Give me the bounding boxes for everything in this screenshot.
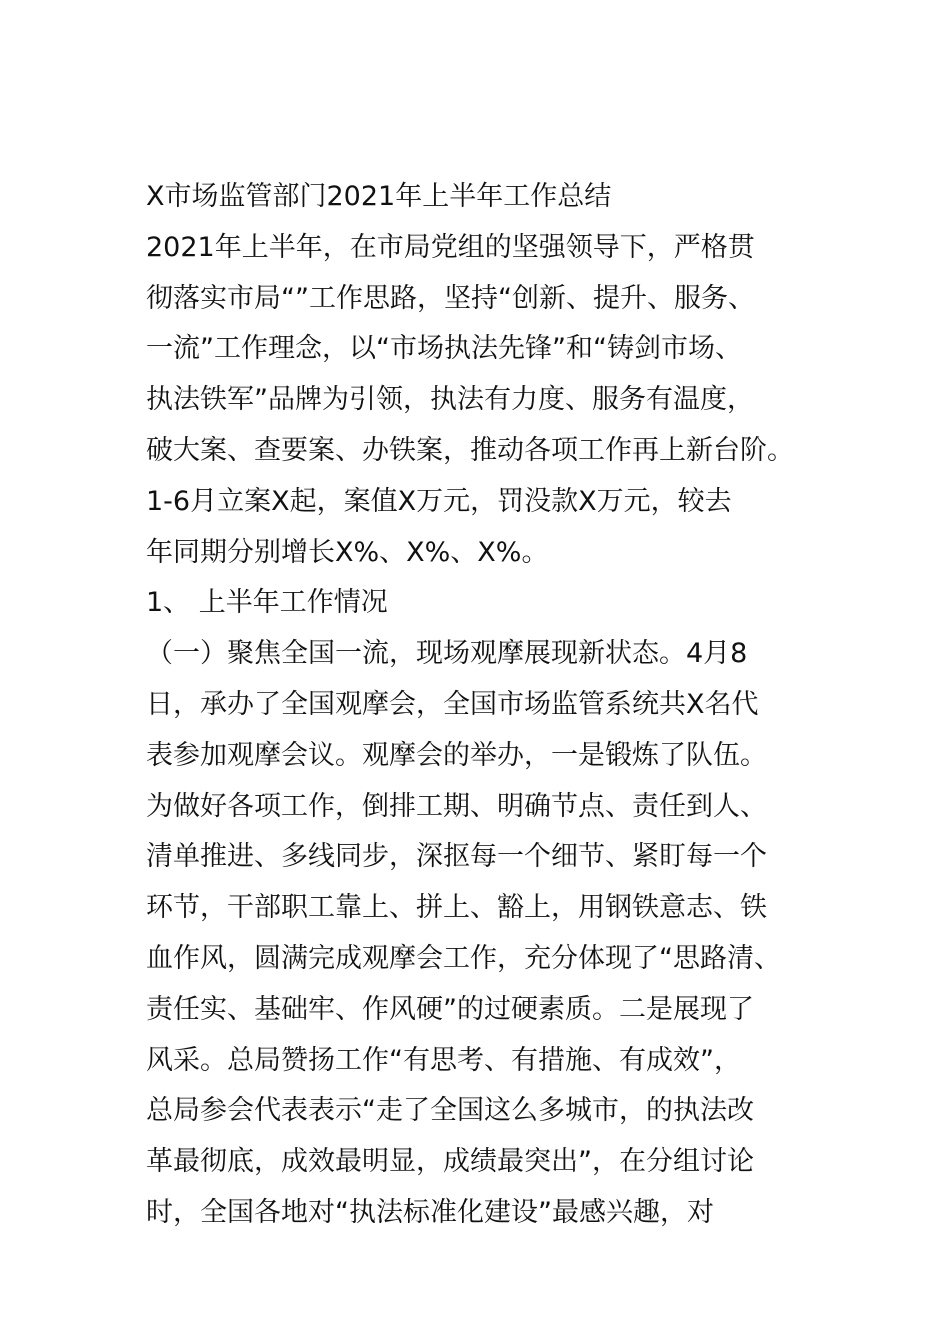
paragraph-line: （一）聚焦全国一流，现场观摩展现新状态。4月8 bbox=[146, 638, 748, 670]
paragraph-line: 革最彻底，成效最明显，成绩最突出”，在分组讨论 bbox=[146, 1146, 754, 1178]
paragraph-line: 血作风，圆满完成观摩会工作，充分体现了“思路清、 bbox=[146, 942, 781, 974]
paragraph-line: 为做好各项工作，倒排工期、明确节点、责任到人、 bbox=[146, 790, 767, 822]
paragraph-line: 总局参会代表表示“走了全国这么多城市，的执法改 bbox=[146, 1095, 754, 1127]
document-title: X市场监管部门2021年上半年工作总结 bbox=[146, 181, 612, 212]
paragraph-line: 清单推进、多线同步，深抠每一个细节、紧盯每一个 bbox=[146, 841, 767, 873]
paragraph-line: 一流”工作理念，以“市场执法先锋”和“铸剑市场、 bbox=[146, 333, 742, 365]
document-body bbox=[146, 172, 836, 1239]
paragraph-line: 表参加观摩会议。观摩会的举办，一是锻炼了队伍。 bbox=[146, 739, 767, 771]
paragraph-line: 2021年上半年，在市局党组的坚强领导下，严格贯 bbox=[146, 231, 755, 263]
section-heading: 1、 上半年工作情况 bbox=[146, 587, 388, 619]
paragraph-line: 环节，干部职工靠上、拼上、豁上，用钢铁意志、铁 bbox=[146, 892, 767, 924]
paragraph-line: 1-6月立案X起，案值X万元，罚没款X万元，较去 bbox=[146, 485, 732, 517]
paragraph-line: 彻落实市局“”工作思路，坚持“创新、提升、服务、 bbox=[146, 282, 755, 314]
paragraph-line: 时，全国各地对“执法标准化建设”最感兴趣，对 bbox=[146, 1196, 714, 1228]
paragraph-line: 日，承办了全国观摩会，全国市场监管系统共X名代 bbox=[146, 688, 759, 720]
paragraph-line: 年同期分别增长X%、X%、X%。 bbox=[146, 536, 549, 568]
paragraph-line: 责任实、基础牢、作风硬”的过硬素质。二是展现了 bbox=[146, 993, 754, 1025]
paragraph-line: 风采。总局赞扬工作“有思考、有措施、有成效”， bbox=[146, 1044, 741, 1076]
paragraph-line: 破大案、查要案、办铁案，推动各项工作再上新台阶。 bbox=[146, 434, 794, 466]
paragraph-line: 执法铁军”品牌为引领，执法有力度、服务有温度， bbox=[146, 384, 754, 416]
